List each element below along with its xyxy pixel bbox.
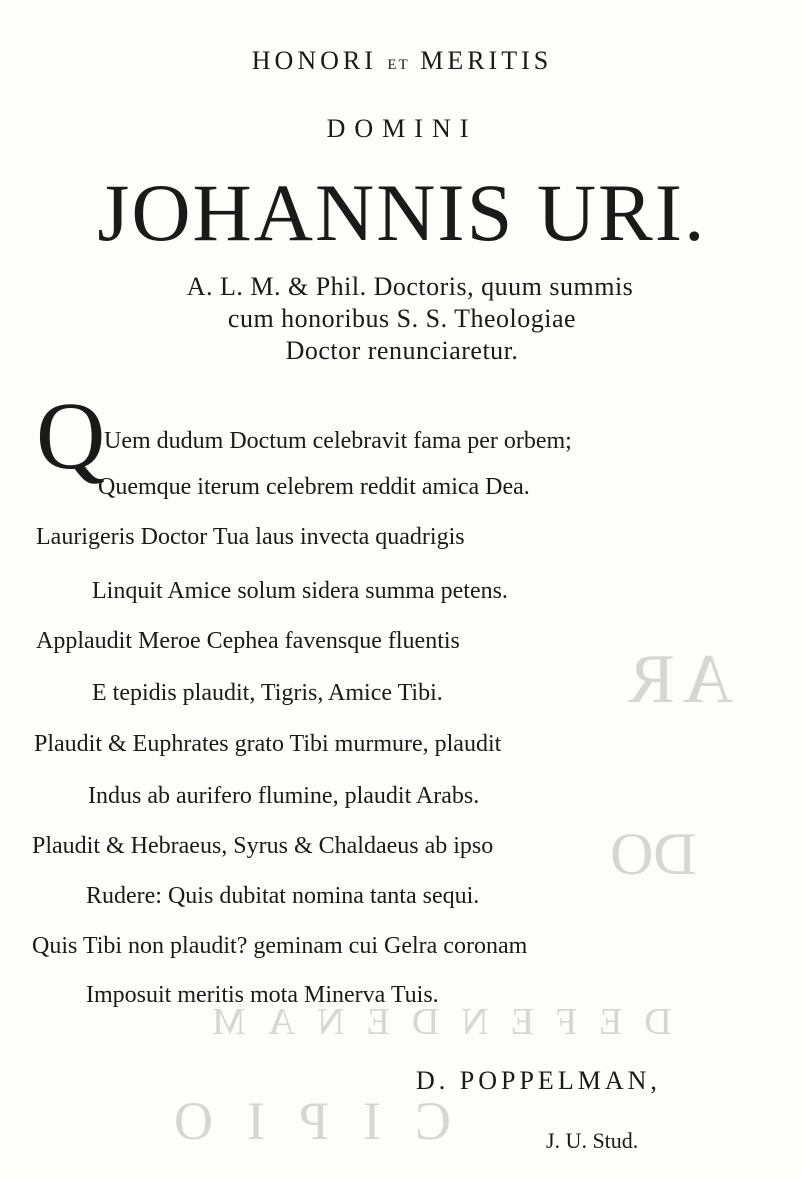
signature-title: J. U. Stud. — [546, 1128, 639, 1153]
poem-line: Plaudit & Hebraeus, Syrus & Chaldaeus ab ipso — [32, 833, 494, 859]
drop-cap: Q — [36, 382, 106, 489]
poem-line: Plaudit & Euphrates grato Tibi murmure, plaudit — [34, 731, 502, 757]
heading-honori: HONORI — [251, 46, 377, 75]
poem-line: Imposuit meritis mota Minerva Tuis. — [86, 982, 439, 1008]
heading-et: ET — [387, 57, 410, 73]
poem-line: Rudere: Quis dubitat nomina tanta sequi. — [86, 883, 480, 909]
signature-name: D. POPPELMAN, — [416, 1066, 661, 1095]
poem-line: Quis Tibi non plaudit? geminam cui Gelra coronam — [32, 933, 528, 959]
bleed-through-text: DO — [610, 821, 697, 887]
bleed-through-text: CIPIO — [140, 1091, 452, 1151]
poem-line: Laurigeris Doctor Tua laus invecta quadrigis — [36, 524, 465, 550]
poem-line: Applaudit Meroe Cephea favensque fluentis — [36, 628, 460, 654]
bleed-through-text: AR — [620, 641, 734, 718]
poem-line: Quemque iterum celebrem reddit amica Dea. — [98, 474, 530, 500]
heading-meritis: MERITIS — [420, 46, 553, 75]
dedication-heading — [0, 46, 804, 76]
poem-line: E tepidis plaudit, Tigris, Amice Tibi. — [92, 680, 443, 706]
subtitle-line: cum honoribus S. S. Theologiae — [227, 304, 577, 333]
poem-line: Indus ab aurifero flumine, plaudit Arabs. — [88, 783, 480, 809]
poem-line: Uem dudum Doctum celebravit fama per orbem; — [104, 428, 572, 454]
subtitle-line: A. L. M. & Phil. Doctoris, quum summis — [186, 272, 634, 301]
heading-domini: DOMINI — [326, 114, 478, 143]
honoree-name: JOHANNIS URI. — [97, 167, 707, 258]
poem-line: Linquit Amice solum sidera summa petens. — [92, 578, 508, 604]
bleed-through-text: DEFENDENAM — [190, 1001, 672, 1043]
subtitle-line: Doctor renunciaretur. — [285, 336, 519, 365]
